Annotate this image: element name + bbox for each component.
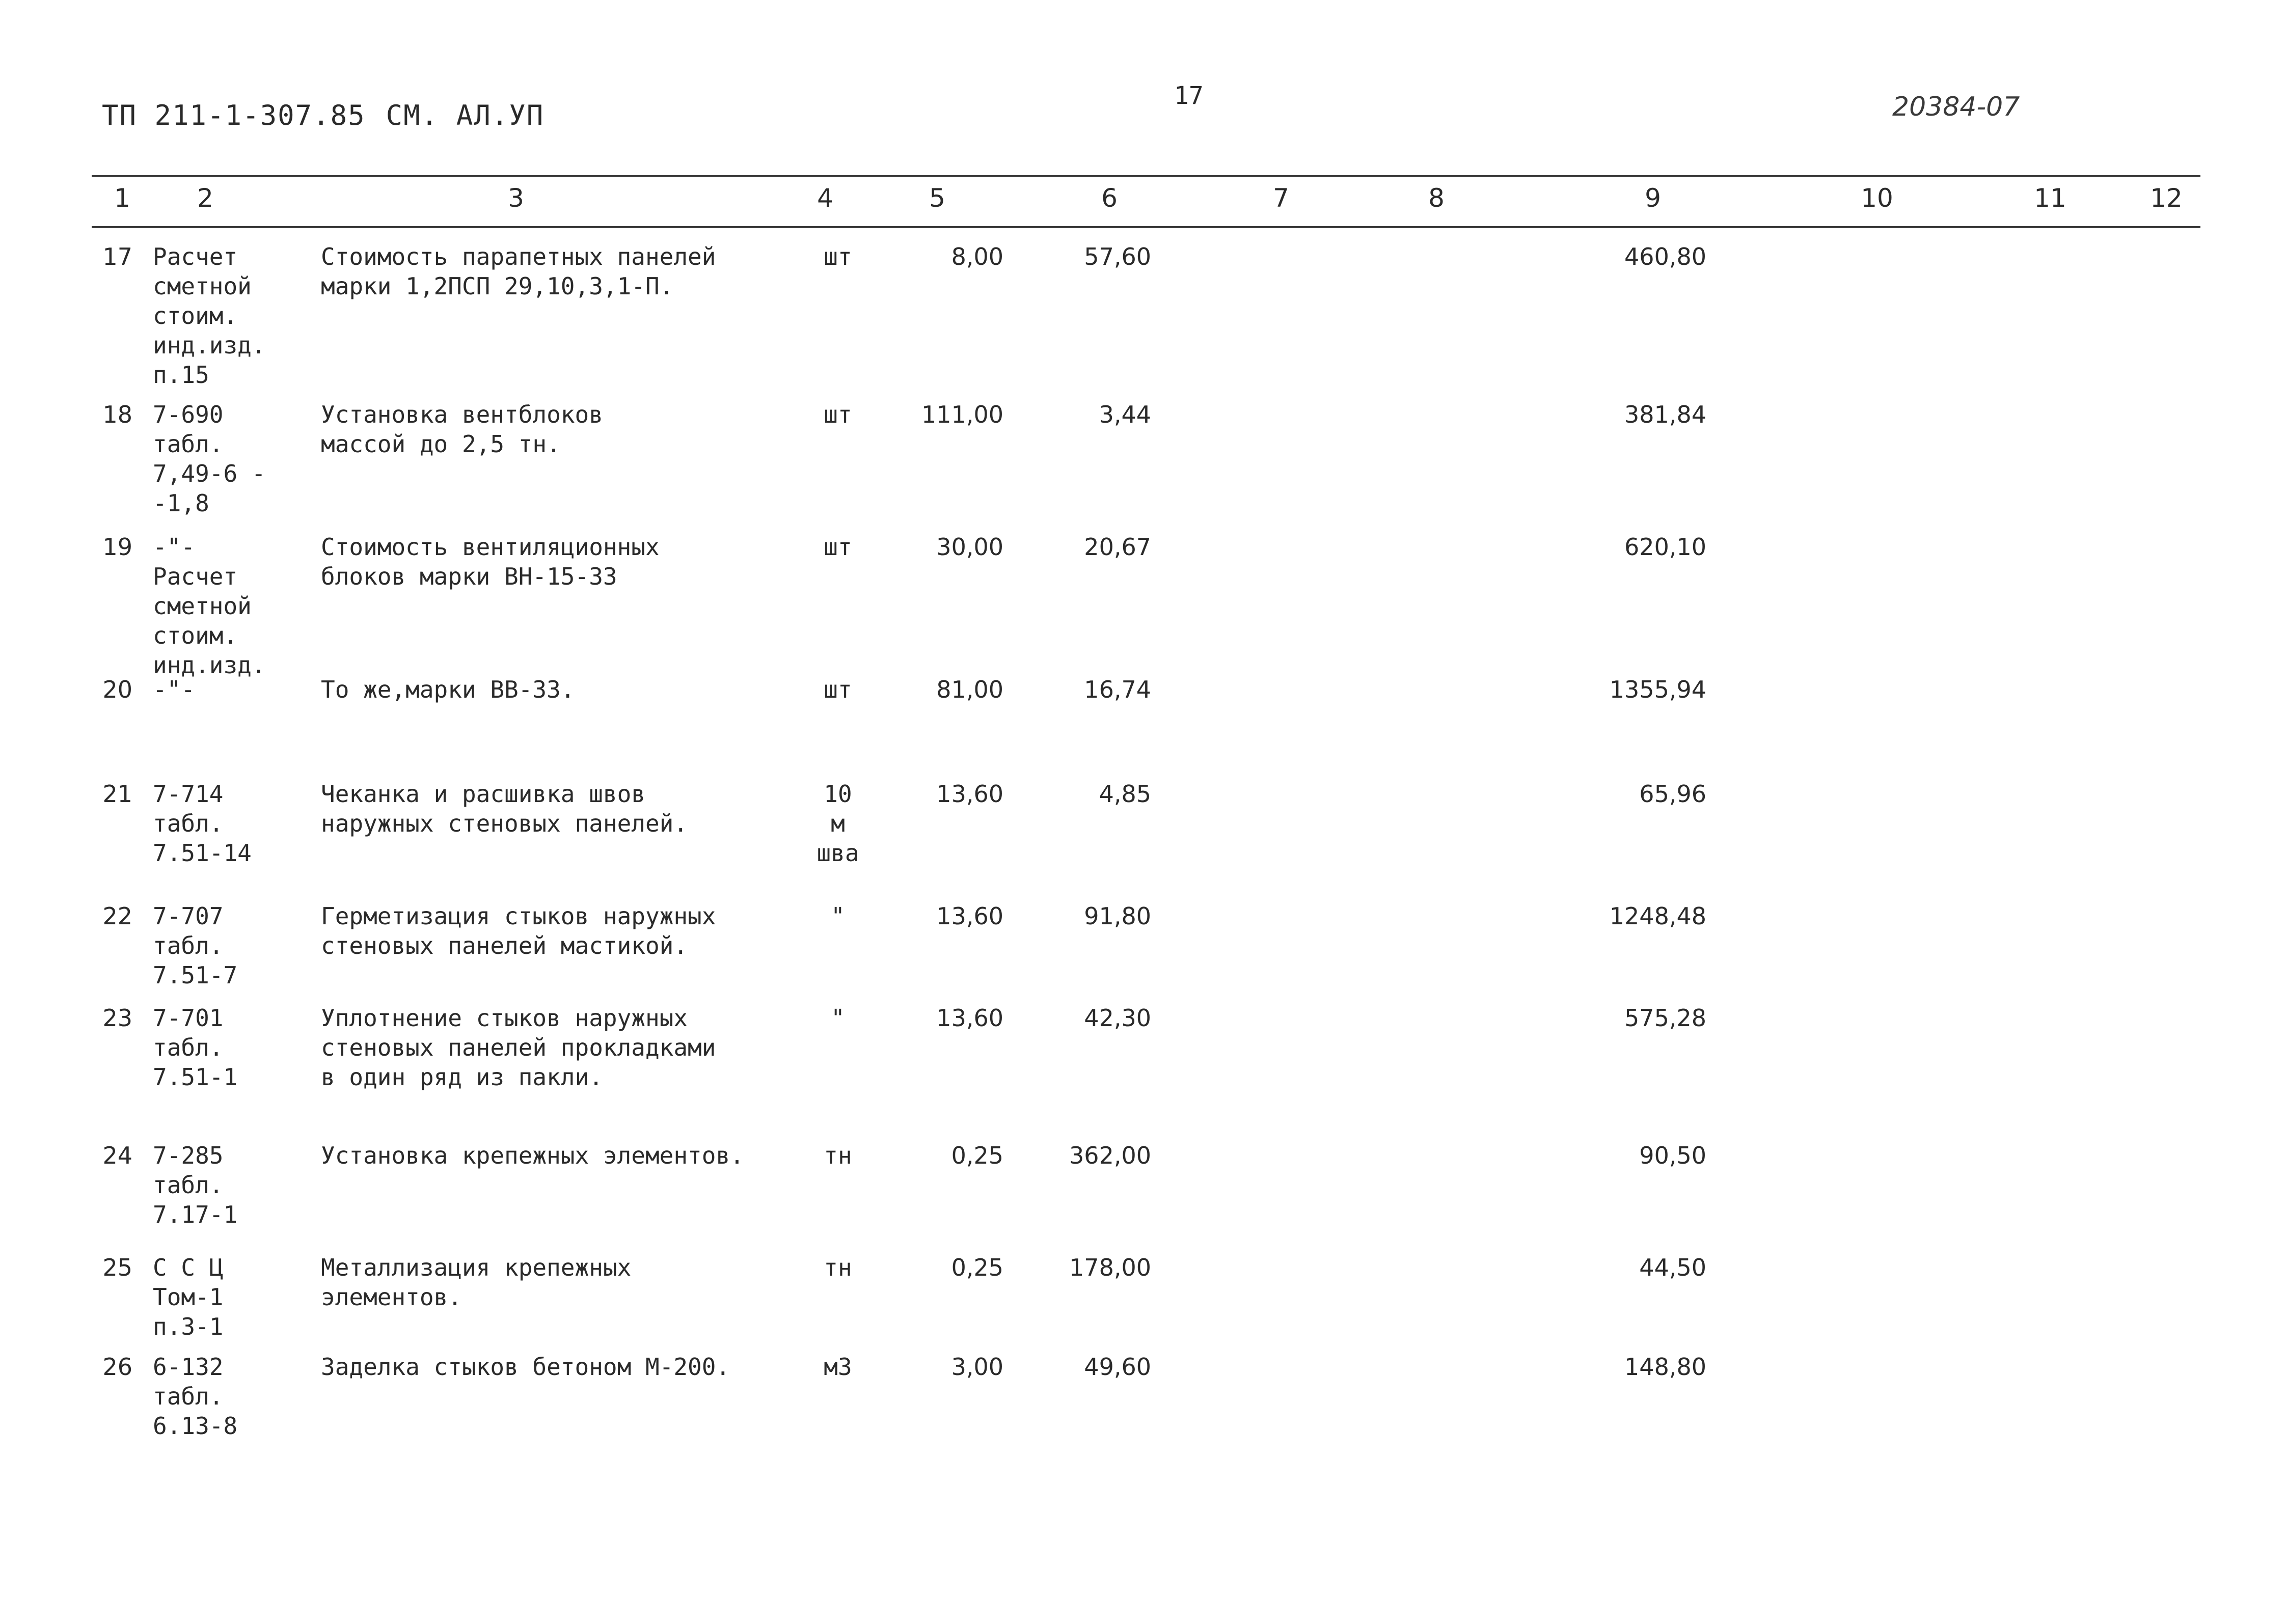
- unit-price: 178,00: [1069, 1254, 1151, 1281]
- unit-price: 91,80: [1084, 902, 1151, 930]
- quantity: 8,00: [951, 243, 1003, 270]
- row-number: 17: [102, 243, 132, 270]
- work-description-line: блоков марки ВН-15-33: [321, 563, 617, 590]
- basis-code: [153, 1003, 306, 1092]
- column-header: 2: [197, 183, 213, 213]
- basis-code: [153, 1352, 306, 1441]
- work-description-line: стеновых панелей прокладками: [321, 1034, 716, 1061]
- basis-code-line: 7.51-1: [153, 1063, 238, 1091]
- basis-code: [153, 532, 306, 680]
- quantity: 0,25: [951, 1254, 1003, 1281]
- column-header: 9: [1645, 183, 1661, 213]
- unit-price: 20,67: [1084, 533, 1151, 561]
- row-number: 26: [102, 1353, 132, 1381]
- row-number: 20: [102, 676, 132, 703]
- unit-line: шва: [817, 839, 859, 867]
- basis-code-line: Расчет: [153, 243, 238, 270]
- basis-code-line: 7-707: [153, 902, 224, 930]
- unit: [795, 400, 881, 429]
- basis-code-line: п.3-1: [153, 1313, 224, 1340]
- document-code: ТП 211-1-307.85: [102, 99, 366, 131]
- row-number: 21: [102, 780, 132, 808]
- basis-code-line: 6.13-8: [153, 1412, 238, 1440]
- basis-code-line: табл.: [153, 430, 224, 458]
- total-cost: 575,28: [1624, 1004, 1706, 1032]
- unit: [795, 1352, 881, 1382]
- work-description-line: Установка крепежных элементов.: [321, 1142, 744, 1169]
- unit-line: тн: [824, 1142, 852, 1169]
- unit-line: шт: [824, 243, 852, 270]
- basis-code-line: стоим.: [153, 302, 238, 329]
- work-description: [321, 1352, 830, 1382]
- basis-code-line: табл.: [153, 810, 224, 837]
- basis-code-line: сметной: [153, 592, 252, 620]
- work-description: [321, 901, 830, 960]
- basis-code-line: табл.: [153, 1034, 224, 1061]
- unit-price: 3,44: [1099, 401, 1151, 428]
- basis-code-line: п.15: [153, 361, 209, 389]
- basis-code-line: 7.51-7: [153, 961, 238, 989]
- archive-number: 20384-07: [1892, 92, 2020, 122]
- work-description: [321, 675, 830, 704]
- basis-code: [153, 779, 306, 868]
- work-description-line: Стоимость парапетных панелей: [321, 243, 716, 270]
- basis-code-line: -"-: [153, 533, 196, 561]
- total-cost: 381,84: [1624, 401, 1706, 428]
- basis-code-line: сметной: [153, 272, 252, 300]
- column-header: 5: [929, 183, 945, 213]
- basis-code-line: Расчет: [153, 563, 238, 590]
- work-description-line: в один ряд из пакли.: [321, 1063, 603, 1091]
- basis-code-line: стоим.: [153, 622, 238, 649]
- quantity: 13,60: [936, 1004, 1003, 1032]
- row-number: 25: [102, 1254, 132, 1281]
- work-description-line: Заделка стыков бетоном М-200.: [321, 1353, 730, 1381]
- unit: [795, 901, 881, 931]
- total-cost: 460,80: [1624, 243, 1706, 270]
- unit: [795, 1141, 881, 1170]
- basis-code: [153, 1141, 306, 1229]
- basis-code-line: табл.: [153, 1171, 224, 1199]
- basis-code-line: -"-: [153, 676, 196, 703]
- work-description: [321, 400, 830, 459]
- basis-code-line: -1,8: [153, 489, 209, 517]
- column-header: 11: [2034, 183, 2066, 213]
- basis-code-line: табл.: [153, 1383, 224, 1410]
- table-top-rule: [92, 175, 2200, 177]
- unit-line: шт: [824, 533, 852, 561]
- basis-code-line: инд.изд.: [153, 651, 266, 679]
- basis-code-line: 7-714: [153, 780, 224, 808]
- unit-line: ": [831, 902, 845, 930]
- column-header: 10: [1861, 183, 1893, 213]
- table-header-rule: [92, 226, 2200, 228]
- column-header: 1: [114, 183, 130, 213]
- column-header: 7: [1273, 183, 1289, 213]
- work-description-line: Стоимость вентиляционных: [321, 533, 660, 561]
- basis-code: [153, 901, 306, 990]
- column-header: 3: [508, 183, 524, 213]
- work-description-line: Металлизация крепежных: [321, 1254, 632, 1281]
- unit-line: шт: [824, 676, 852, 703]
- work-description-line: наружных стеновых панелей.: [321, 810, 688, 837]
- unit: [795, 1003, 881, 1033]
- quantity: 3,00: [951, 1353, 1003, 1381]
- basis-code: [153, 400, 306, 518]
- work-description-line: марки 1,2ПСП 29,10,3,1-П.: [321, 272, 674, 300]
- quantity: 30,00: [936, 533, 1003, 561]
- basis-code-line: 6-132: [153, 1353, 224, 1381]
- row-number: 19: [102, 533, 132, 561]
- unit: [795, 1253, 881, 1282]
- row-number: 22: [102, 902, 132, 930]
- unit: [795, 532, 881, 562]
- basis-code-line: инд.изд.: [153, 332, 266, 359]
- quantity: 13,60: [936, 902, 1003, 930]
- total-cost: 90,50: [1639, 1142, 1706, 1169]
- unit-price: 42,30: [1084, 1004, 1151, 1032]
- column-header: 12: [2150, 183, 2183, 213]
- work-description: [321, 242, 830, 301]
- total-cost: 148,80: [1624, 1353, 1706, 1381]
- basis-code-line: Том-1: [153, 1283, 224, 1311]
- work-description: [321, 779, 830, 838]
- total-cost: 620,10: [1624, 533, 1706, 561]
- work-description-line: То же,марки ВВ-33.: [321, 676, 575, 703]
- work-description: [321, 532, 830, 591]
- total-cost: 1355,94: [1609, 676, 1706, 703]
- basis-code-line: 7.17-1: [153, 1201, 238, 1228]
- unit: [795, 675, 881, 704]
- total-cost: 65,96: [1639, 780, 1706, 808]
- unit-line: м: [831, 810, 845, 837]
- work-description-line: массой до 2,5 тн.: [321, 430, 561, 458]
- quantity: 81,00: [936, 676, 1003, 703]
- quantity: 111,00: [921, 401, 1003, 428]
- basis-code: [153, 1253, 306, 1341]
- column-header: 6: [1101, 183, 1118, 213]
- column-header: 4: [817, 183, 833, 213]
- row-number: 23: [102, 1004, 132, 1032]
- unit-line: ": [831, 1004, 845, 1032]
- document-header: [102, 99, 544, 131]
- unit-line: м3: [824, 1353, 852, 1381]
- unit-price: 16,74: [1084, 676, 1151, 703]
- quantity: 0,25: [951, 1142, 1003, 1169]
- row-number: 24: [102, 1142, 132, 1169]
- unit-line: 10: [824, 780, 852, 808]
- work-description-line: Чеканка и расшивка швов: [321, 780, 645, 808]
- work-description-line: Уплотнение стыков наружных: [321, 1004, 688, 1032]
- unit-price: 49,60: [1084, 1353, 1151, 1381]
- unit: [795, 779, 881, 868]
- unit: [795, 242, 881, 271]
- basis-code-line: 7-285: [153, 1142, 224, 1169]
- work-description: [321, 1141, 830, 1170]
- total-cost: 44,50: [1639, 1254, 1706, 1281]
- unit-price: 57,60: [1084, 243, 1151, 270]
- unit-line: шт: [824, 401, 852, 428]
- unit-price: 362,00: [1069, 1142, 1151, 1169]
- work-description-line: элементов.: [321, 1283, 462, 1311]
- basis-code: [153, 675, 306, 704]
- page-number: 17: [1174, 81, 1204, 110]
- basis-code-line: табл.: [153, 932, 224, 959]
- unit-price: 4,85: [1099, 780, 1151, 808]
- quantity: 13,60: [936, 780, 1003, 808]
- row-number: 18: [102, 401, 132, 428]
- total-cost: 1248,48: [1609, 902, 1706, 930]
- unit-line: тн: [824, 1254, 852, 1281]
- basis-code: [153, 242, 306, 390]
- basis-code-line: 7,49-6 -: [153, 460, 266, 487]
- work-description-line: Установка вентблоков: [321, 401, 603, 428]
- column-header: 8: [1428, 183, 1445, 213]
- basis-code-line: 7-701: [153, 1004, 224, 1032]
- work-description: [321, 1253, 830, 1312]
- sheet-reference: СМ. АЛ.УП: [386, 99, 545, 131]
- work-description-line: Герметизация стыков наружных: [321, 902, 716, 930]
- work-description-line: стеновых панелей мастикой.: [321, 932, 688, 959]
- basis-code-line: С С Ц: [153, 1254, 224, 1281]
- basis-code-line: 7-690: [153, 401, 224, 428]
- work-description: [321, 1003, 830, 1092]
- basis-code-line: 7.51-14: [153, 839, 252, 867]
